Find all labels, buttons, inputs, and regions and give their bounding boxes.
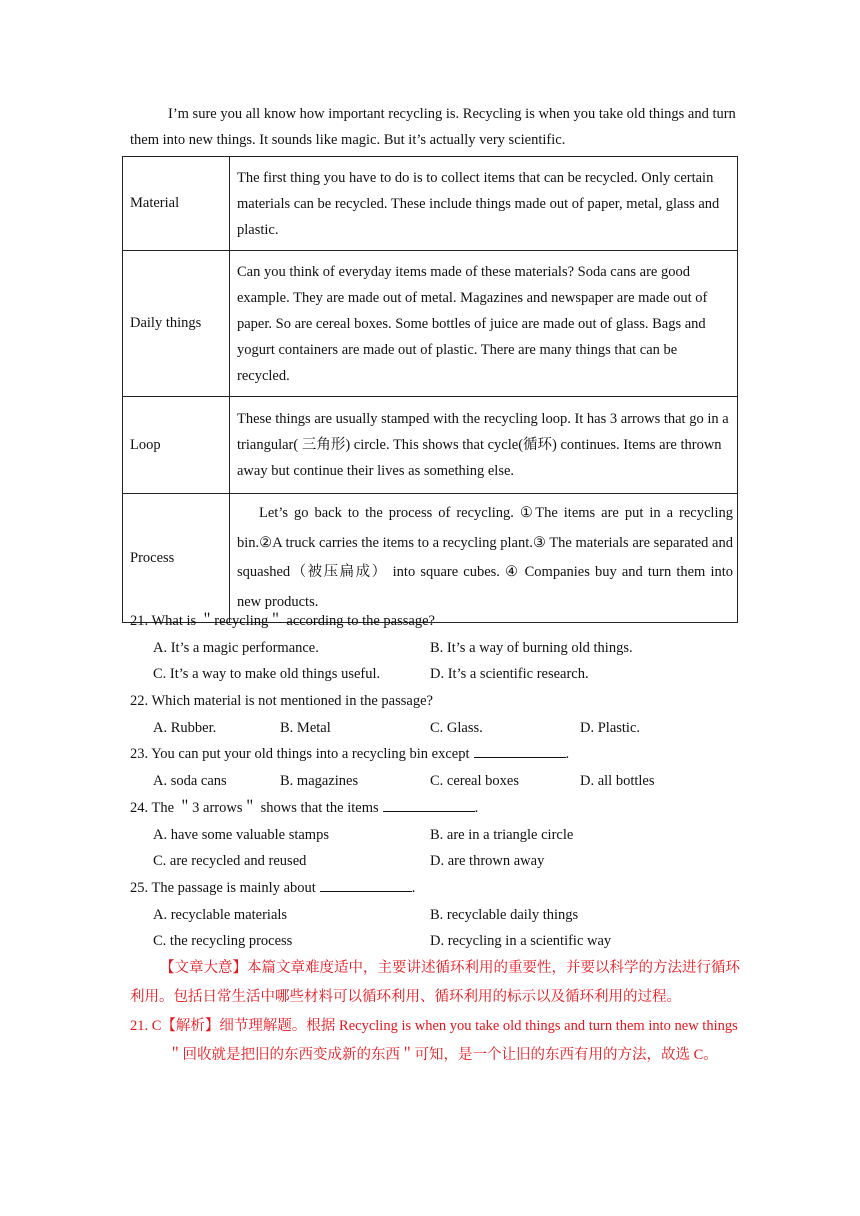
row-label: Daily things (123, 251, 230, 397)
option-d: D. all bottles (580, 772, 655, 789)
row-label: Loop (123, 397, 230, 494)
question-24 (130, 795, 740, 875)
question-23 (130, 741, 740, 794)
row-text-content: Let’s go back to the process of recycling. ①The items are put in a recycling bin.②A truck carries the items to a recycling plant.③ The materials are separated and squashed（被压扁成） into square cubes. ④ Companies buy and turn them into new products. (237, 505, 733, 610)
article-summary: 【文章大意】本篇文章难度适中，主要讲述循环利用的重要性，并要以科学的方法进行循环利用。包括日常生活中哪些材料可以循环利用、循环利用的标示以及循环利用的过程。 (130, 960, 740, 1005)
table-row (123, 494, 738, 623)
option-row (130, 902, 740, 929)
option-a: A. Rubber. (153, 719, 217, 736)
option-a: A. have some valuable stamps (153, 826, 329, 843)
option-c: C. are recycled and reused (153, 853, 307, 869)
question-stem-text: 24. The ＂3 arrows＂ shows that the items (130, 800, 379, 816)
row-text (230, 494, 738, 623)
option-b: B. It’s a way of burning old things. (430, 639, 633, 656)
analysis-section (130, 954, 740, 1070)
table-row (123, 397, 738, 494)
option-row (130, 848, 740, 875)
answer-blank (474, 743, 566, 758)
option-c: C. cereal boxes (430, 772, 519, 789)
answer-blank (383, 797, 475, 812)
option-c: C. Glass. (430, 719, 483, 736)
answer-blank (320, 877, 412, 892)
option-b: B. Metal (280, 719, 331, 736)
row-text: Can you think of everyday items made of these materials? Soda cans are good example. They are made out of metal. Magazines and newspaper are made out of paper. So are cereal boxes. Some bottles of juice are made out of glass. Bags and yogurt containers are made out of plastic. There are many things that can be recycled. (230, 251, 738, 397)
question-stem-text: 23. You can put your old things into a recycling bin except (130, 746, 470, 762)
option-row (130, 635, 740, 662)
question-stem: 21. What is ＂recycling＂ according to the passage? (130, 613, 435, 629)
option-c: C. It’s a way to make old things useful. (153, 666, 381, 682)
question-stem: 24. The ＂3 arrows＂ shows that the items . (130, 795, 740, 822)
intro-paragraph: I’m sure you all know how important recycling is. Recycling is when you take old things and turn them into new things. It sounds like magic. But it’s actually very scientific. (130, 106, 736, 148)
option-b: B. magazines (280, 772, 359, 789)
option-d: D. Plastic. (580, 719, 641, 736)
row-label: Process (123, 494, 230, 623)
option-row (130, 822, 740, 849)
answer-explanation-21: 21. C【解析】细节理解题。根据 Recycling is when you take old things and turn them into new things＂回收就是把旧的东西变成新的东西＂可知，是一个让旧的东西有用的方法，故选 C。 (130, 1018, 738, 1063)
table-row (123, 251, 738, 397)
question-22 (130, 688, 740, 741)
option-row (130, 768, 740, 795)
question-stem: 22. Which material is not mentioned in the passage? (130, 693, 433, 709)
option-row (130, 661, 740, 688)
row-text: The first thing you have to do is to collect items that can be recycled. Only certain materials can be recycled. These include things made out of paper, metal, glass and plastic. (230, 157, 738, 251)
option-b: B. recyclable daily things (430, 906, 579, 923)
row-label: Material (123, 157, 230, 251)
option-d: D. recycling in a scientific way (430, 933, 612, 949)
row-text: These things are usually stamped with the recycling loop. It has 3 arrows that go in a triangular( 三角形) circle. This shows that cycle(循环) continues. Items are thrown away but continue their lives as something else. (230, 397, 738, 494)
option-a: A. It’s a magic performance. (153, 639, 319, 656)
option-a: A. soda cans (153, 772, 227, 789)
option-b: B. are in a triangle circle (430, 826, 574, 843)
option-row (130, 928, 740, 955)
question-21 (130, 608, 740, 688)
question-stem-text: 25. The passage is mainly about (130, 880, 316, 896)
option-a: A. recyclable materials (153, 906, 288, 923)
option-row (130, 715, 740, 742)
question-stem: 23. You can put your old things into a recycling bin except . (130, 741, 740, 768)
table-row (123, 157, 738, 251)
option-c: C. the recycling process (153, 933, 293, 949)
question-25 (130, 875, 740, 955)
option-d: D. are thrown away (430, 853, 545, 869)
question-stem: 25. The passage is mainly about . (130, 875, 740, 902)
option-d: D. It’s a scientific research. (430, 666, 589, 682)
passage-table (122, 156, 738, 623)
